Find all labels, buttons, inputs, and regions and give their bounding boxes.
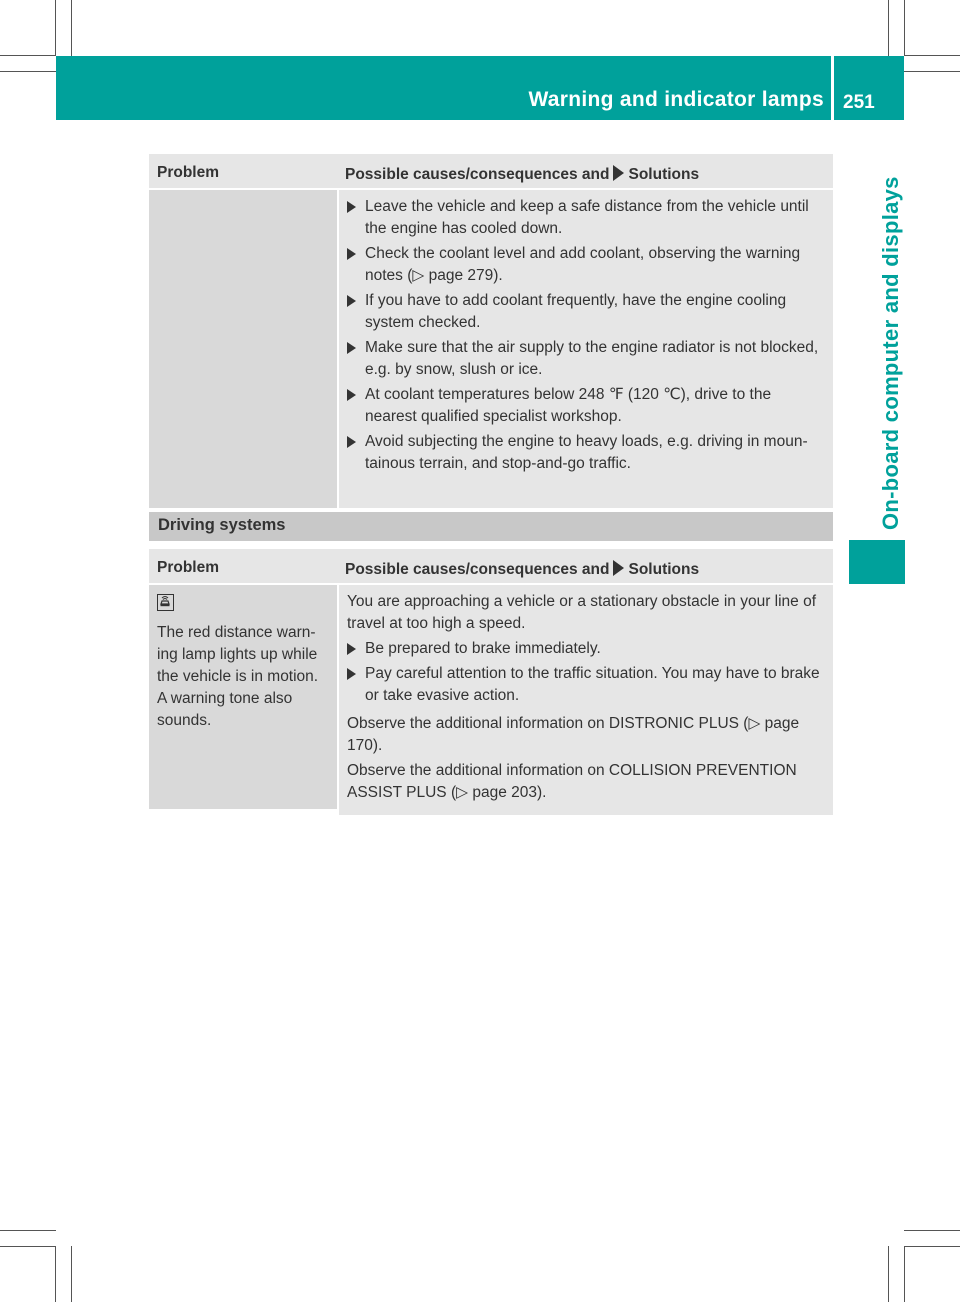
crop-mark	[71, 1246, 72, 1302]
crop-mark	[55, 1246, 56, 1302]
section-title: Driving systems	[149, 512, 833, 541]
cause-text: You are approaching a vehicle or a stationary obstacle in your line of travel at too high a speed.	[347, 593, 817, 632]
col-solutions-label-end: Solutions	[628, 561, 700, 578]
action-arrow-icon	[347, 389, 356, 401]
table-row	[149, 190, 833, 508]
table-row	[149, 585, 833, 815]
solution-step: Avoid subjecting the engine to heavy loads, e.g. driving in moun-tainous terrain, and stop-and-go traffic.	[347, 431, 825, 475]
action-arrow-icon	[347, 248, 356, 260]
action-arrow-icon	[613, 560, 624, 576]
action-arrow-icon	[347, 668, 356, 680]
crop-mark	[0, 71, 56, 72]
page-number: 251	[843, 92, 875, 113]
crop-mark	[904, 71, 960, 72]
header-divider	[831, 56, 834, 120]
table-header	[149, 154, 833, 190]
crop-mark	[71, 0, 72, 56]
crop-mark	[904, 1246, 905, 1302]
crop-mark	[904, 55, 960, 56]
problem-description: The red distance warn-ing lamp lights up while the vehicle is in motion. A warning tone also sounds.	[157, 624, 319, 729]
col-solutions-header	[337, 549, 833, 583]
solution-step: At coolant temperatures below 248 ℉ (120 ℃), drive to the nearest qualified specialist workshop.	[347, 384, 825, 428]
action-arrow-icon	[347, 201, 356, 213]
action-arrow-icon	[347, 436, 356, 448]
crop-mark	[0, 55, 56, 56]
reference-note: Observe the additional information on DISTRONIC PLUS (▷ page 170).	[347, 715, 800, 754]
solution-step: Check the coolant level and add coolant, observing the warning notes (▷ page 279).	[347, 243, 825, 287]
col-solutions-label: Possible causes/consequences and	[345, 166, 610, 183]
col-solutions-label: Possible causes/consequences and	[345, 561, 610, 578]
col-problem-header: Problem	[157, 559, 220, 576]
solutions-cell	[337, 190, 833, 508]
side-tab-marker	[849, 540, 905, 584]
reference-note: Observe the additional information on COLLISION PREVENTION ASSIST PLUS (▷ page 203).	[347, 762, 797, 801]
driving-systems-table	[149, 549, 833, 815]
col-problem-header: Problem	[157, 164, 220, 181]
crop-mark	[0, 1246, 56, 1247]
distance-warning-icon	[157, 594, 174, 611]
action-arrow-icon	[347, 643, 356, 655]
crop-mark	[888, 0, 889, 56]
crop-mark	[888, 1246, 889, 1302]
solution-step: Make sure that the air supply to the engine radiator is not blocked, e.g. by snow, slush or ice.	[347, 337, 825, 381]
solution-step: Leave the vehicle and keep a safe distance from the vehicle until the engine has cooled down.	[347, 196, 825, 240]
solution-step: Be prepared to brake immediately.	[347, 638, 825, 660]
side-tab-label: On-board computer and displays	[878, 176, 903, 530]
crop-mark	[55, 0, 56, 56]
solution-step: If you have to add coolant frequently, have the engine cooling system checked.	[347, 290, 825, 334]
problem-cell	[149, 190, 337, 508]
col-solutions-label-end: Solutions	[628, 166, 700, 183]
solution-step: Pay careful attention to the traffic situation. You may have to brake or take evasive action.	[347, 663, 825, 707]
crop-mark	[904, 1246, 960, 1247]
col-solutions-header	[337, 154, 833, 188]
table-header	[149, 549, 833, 585]
crop-mark	[0, 1230, 56, 1231]
crop-mark	[904, 1230, 960, 1231]
action-arrow-icon	[613, 165, 624, 181]
solutions-cell	[337, 585, 833, 815]
problem-cell	[149, 585, 337, 809]
action-arrow-icon	[347, 342, 356, 354]
coolant-table	[149, 154, 833, 508]
crop-mark	[904, 0, 905, 56]
action-arrow-icon	[347, 295, 356, 307]
car-icon	[158, 595, 172, 609]
page-header-title: Warning and indicator lamps	[528, 88, 824, 111]
